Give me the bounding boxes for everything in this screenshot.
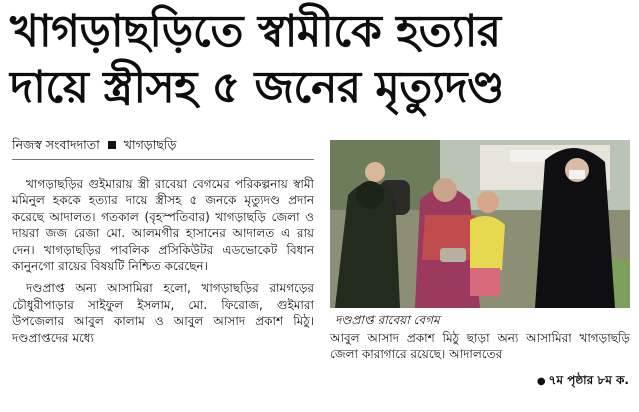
headline-line-1: খাগড়াছড়িতে স্বামীকে হত্যার [10, 6, 501, 57]
bullet-icon: ● [536, 376, 546, 387]
byline-divider [12, 159, 314, 160]
photo-illustration [330, 140, 630, 308]
news-photo [330, 140, 630, 308]
article-body [12, 176, 314, 352]
article-paragraph-2: দণ্ডপ্রাপ্ত অন্য আসামিরা হলো, খাগড়াছড়ির রামগড়ের চৌধুরীপাড়ার সাইফুল ইসলাম, মো. ফিরোজ, গুইমারা উপজেলার আবুল কালাম ও আবুল আসাদ প্রকাশ মিঠু। দণ্ডপ্রাপ্তদের মধ্যে [12, 281, 314, 345]
byline-reporter: নিজস্ব সংবাদদাতা [12, 137, 100, 152]
continued-on-text: ৭ম পৃষ্ঠার ৮ম ক. [548, 373, 629, 387]
headline [10, 4, 630, 116]
headline-line-2: দায়ে স্ত্রীসহ ৫ জনের মৃত্যুদণ্ড [10, 62, 504, 113]
article-paragraph-1: খাগড়াছড়ির গুইমারায় স্ত্রী রাবেয়া বেগমের পরিকল্পনায় স্বামী মমিনুল হককে হত্যার দায়ে স্ত্রীসহ ৫ জনকে মৃত্যুদণ্ড প্রদান করেছে আদালত। গতকাল (বৃহস্পতিবার) খাগড়াছড়ি জেলা ও দায়রা জজ রেজা মো. আলমগীর হাসানের আদালত এ রায় দেন। খাগড়াছড়ির পাবলিক প্রসিকিউটর এডভোকেট বিধান কানুনগো রায়ের বিষয়টি নিশ্চিত করেছেন। [12, 177, 314, 274]
byline [12, 137, 176, 157]
continuation-text: আবুল আসাদ প্রকাশ মিঠু ছাড়া অন্য আসামিরা খাগড়াছড়ি জেলা কারাগারে রয়েছে। আদালতের [330, 331, 630, 362]
continued-on-label [537, 372, 629, 392]
photo-caption: দণ্ডপ্রাপ্ত রাবেয়া বেগম [335, 313, 440, 327]
square-bullet-icon [108, 141, 116, 149]
byline-location: খাগড়াছড়ি [123, 137, 177, 152]
